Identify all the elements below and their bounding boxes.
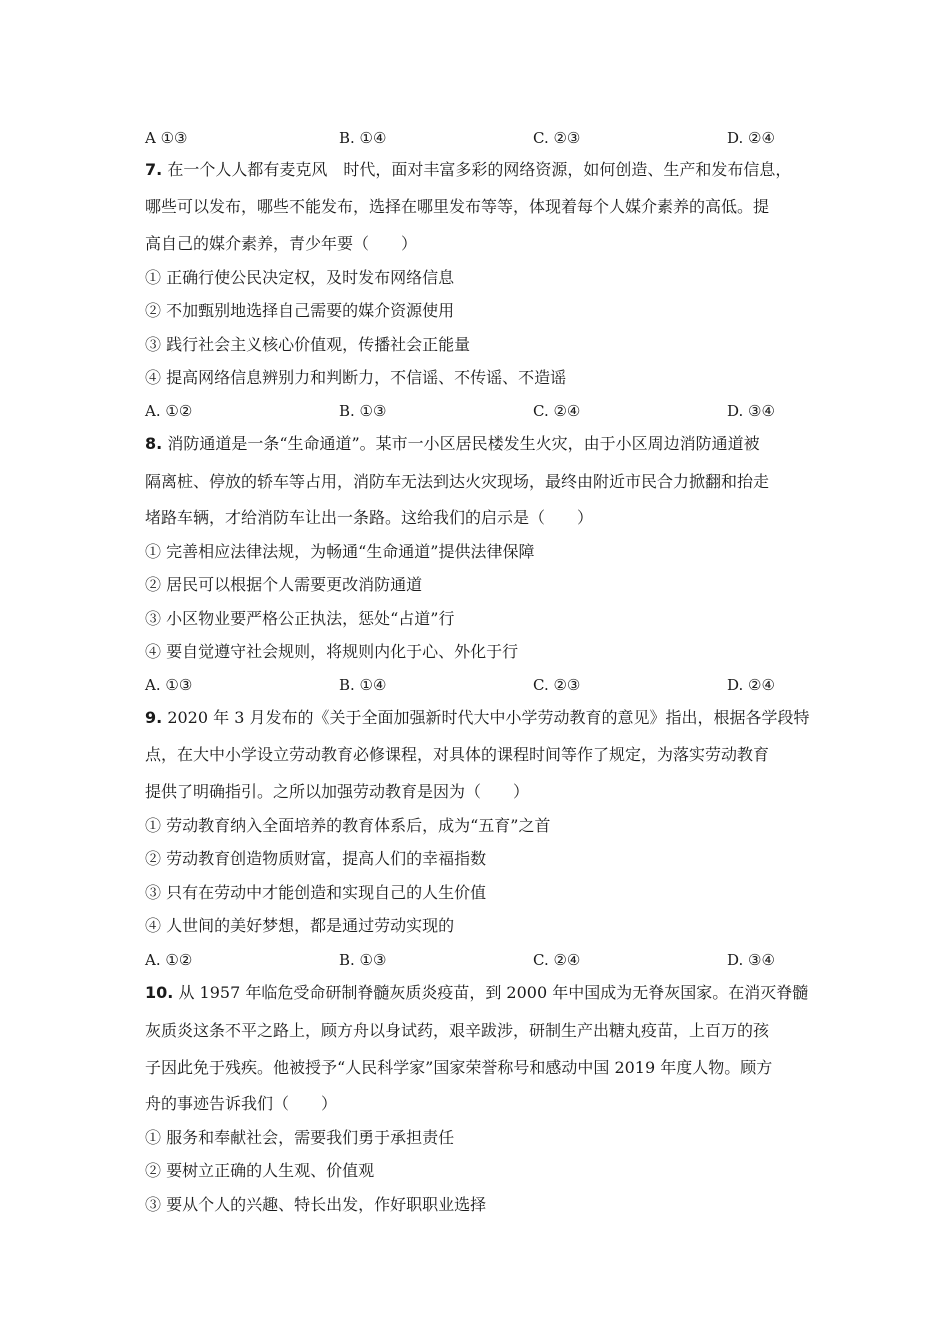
option-b: B. ①④ — [339, 676, 387, 694]
statement-item: ② 要树立正确的人生观、价值观 — [145, 1161, 375, 1180]
option-b: B. ①③ — [339, 402, 387, 420]
option-d: D. ③④ — [727, 402, 775, 420]
question-stem-line: 子因此免于残疾。他被授予“人民科学家”国家荣誉称号和感动中国 2019 年度人物。顾方 — [145, 1058, 773, 1077]
option-c: C. ②④ — [533, 402, 581, 420]
statement-item: ② 居民可以根据个人需要更改消防通道 — [145, 575, 423, 594]
statement-item: ① 正确行使公民决定权，及时发布网络信息 — [145, 268, 455, 287]
option-a: A ①③ — [145, 129, 188, 147]
question-stem-line: 哪些可以发布，哪些不能发布，选择在哪里发布等等，体现着每个人媒介素养的高低。提 — [145, 197, 770, 216]
question-stem-line: 舟的事迹告诉我们（ ） — [145, 1094, 338, 1113]
question-number: 8. — [145, 434, 163, 453]
question-stem-line: 8. 消防通道是一条“生命通道”。某市一小区居民楼发生火灾，由于小区周边消防通道被 — [145, 434, 760, 453]
statement-item: ③ 只有在劳动中才能创造和实现自己的人生价值 — [145, 883, 487, 902]
option-d: D. ②④ — [727, 129, 775, 147]
question-stem-line: 7. 在一个人人都有麦克风 时代，面对丰富多彩的网络资源，如何创造、生产和发布信息， — [145, 160, 792, 179]
question-number: 7. — [145, 160, 163, 179]
question-stem-line: 9. 2020 年 3 月发布的《关于全面加强新时代大中小学劳动教育的意见》指出，根据各学段特 — [145, 708, 810, 727]
statement-item: ③ 小区物业要严格公正执法，惩处“占道”行 — [145, 609, 455, 628]
option-a: A. ①② — [145, 951, 193, 969]
option-c: C. ②④ — [533, 951, 581, 969]
statement-item: ④ 提高网络信息辨别力和判断力，不信谣、不传谣、不造谣 — [145, 368, 567, 387]
question-stem-line: 提供了明确指引。之所以加强劳动教育是因为（ ） — [145, 782, 530, 801]
question-stem-line: 隔离桩、停放的轿车等占用，消防车无法到达火灾现场，最终由附近市民合力掀翻和抬走 — [145, 472, 770, 491]
option-d: D. ③④ — [727, 951, 775, 969]
question-stem-line: 灰质炎这条不平之路上，顾方舟以身试药，艰辛跋涉，研制生产出糖丸疫苗，上百万的孩 — [145, 1021, 770, 1040]
question-stem-line: 10. 从 1957 年临危受命研制脊髓灰质炎疫苗，到 2000 年中国成为无脊灰国家。在消灭脊髓 — [145, 983, 809, 1002]
option-b: B. ①③ — [339, 951, 387, 969]
question-number: 9. — [145, 708, 163, 727]
option-d: D. ②④ — [727, 676, 775, 694]
statement-item: ③ 要从个人的兴趣、特长出发，作好职职业选择 — [145, 1195, 487, 1214]
option-a: A. ①② — [145, 402, 193, 420]
option-a: A. ①③ — [145, 676, 193, 694]
statement-item: ③ 践行社会主义核心价值观，传播社会正能量 — [145, 335, 471, 354]
statement-item: ② 劳动教育创造物质财富，提高人们的幸福指数 — [145, 849, 487, 868]
option-c: C. ②③ — [533, 676, 581, 694]
question-stem-line: 点，在大中小学设立劳动教育必修课程，对具体的课程时间等作了规定，为落实劳动教育 — [145, 745, 770, 764]
statement-item: ② 不加甄别地选择自己需要的媒介资源使用 — [145, 301, 455, 320]
option-c: C. ②③ — [533, 129, 581, 147]
statement-item: ① 服务和奉献社会，需要我们勇于承担责任 — [145, 1128, 455, 1147]
statement-item: ① 完善相应法律法规，为畅通“生命通道”提供法律保障 — [145, 542, 535, 561]
statement-item: ④ 人世间的美好梦想，都是通过劳动实现的 — [145, 916, 455, 935]
question-number: 10. — [145, 983, 174, 1002]
statement-item: ① 劳动教育纳入全面培养的教育体系后，成为“五育”之首 — [145, 816, 551, 835]
question-stem-line: 堵路车辆，才给消防车让出一条路。这给我们的启示是（ ） — [145, 508, 594, 527]
question-stem-line: 高自己的媒介素养，青少年要（ ） — [145, 234, 418, 253]
option-b: B. ①④ — [339, 129, 387, 147]
statement-item: ④ 要自觉遵守社会规则，将规则内化于心、外化于行 — [145, 642, 519, 661]
